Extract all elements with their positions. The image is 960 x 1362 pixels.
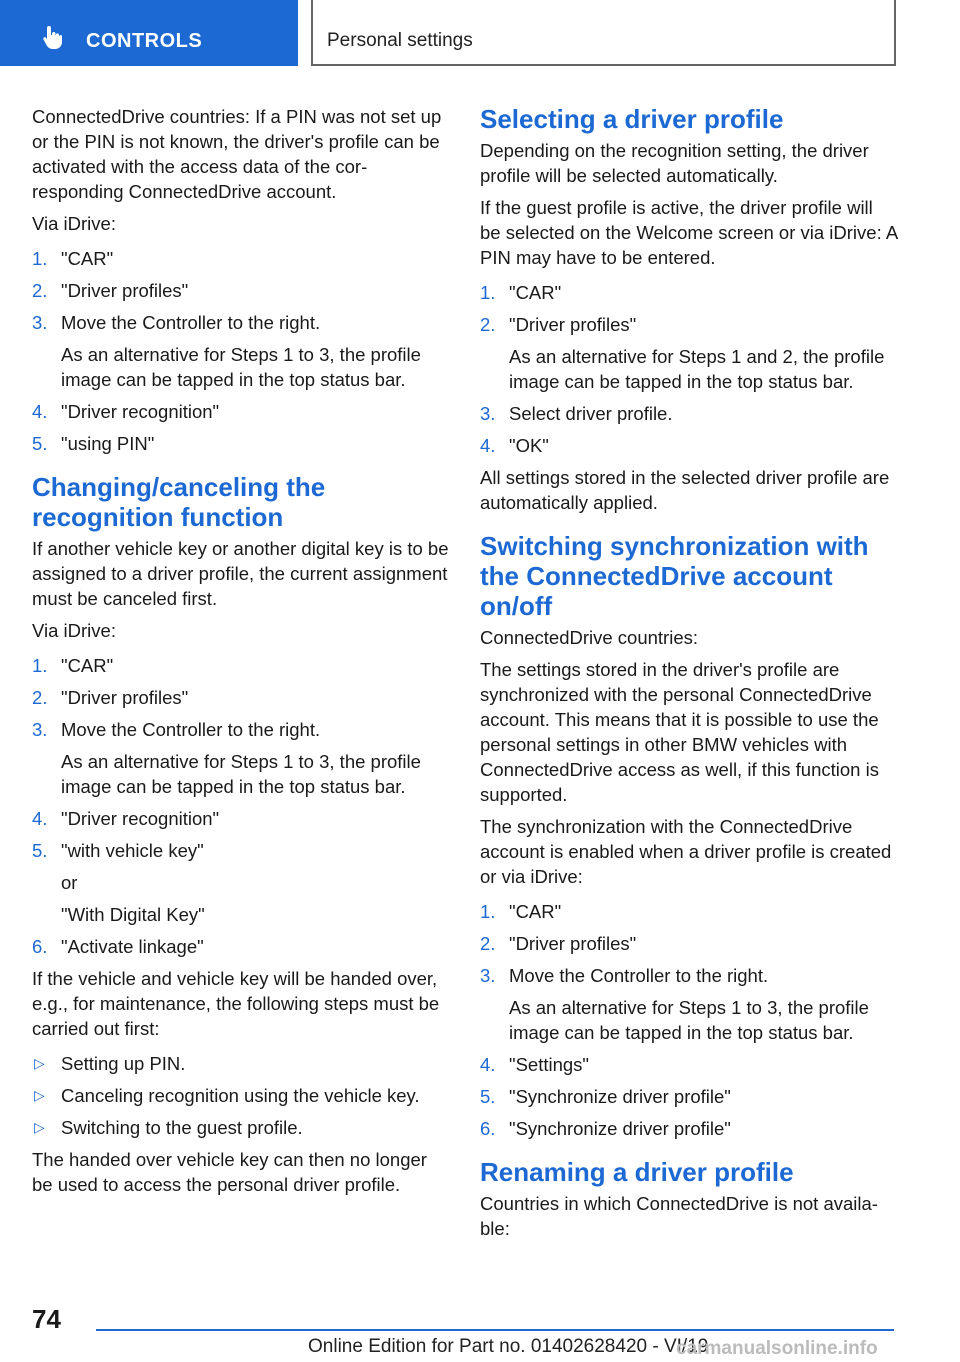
bullet-text: Switching to the guest profile. xyxy=(61,1117,303,1138)
hand-pointer-icon xyxy=(40,24,66,50)
step-number: 2. xyxy=(32,280,48,301)
paragraph: Depending on the recognition setting, the driver profile will be selected automatically. xyxy=(480,140,869,186)
step-text: "CAR" xyxy=(509,282,562,303)
left-column xyxy=(32,104,450,1204)
step-text: "with vehicle key" xyxy=(61,840,204,861)
step-number: 4. xyxy=(480,1054,496,1075)
list-item xyxy=(32,399,450,424)
chapter-label: Personal settings xyxy=(327,30,473,51)
intro-paragraph: ConnectedDrive countries: If a PIN was not set up or the PIN is not known, the driver's profile can be activated with the access data of the corresponding ConnectedDrive account. xyxy=(32,106,442,202)
list-item xyxy=(32,431,450,456)
step-text: "Driver profiles" xyxy=(61,687,189,708)
triangle-bullet-icon: ▷ xyxy=(34,1119,45,1135)
section-label: CONTROLS xyxy=(86,30,203,52)
list-item xyxy=(480,1052,898,1077)
step-text: "Synchronize driver profile" xyxy=(509,1118,731,1139)
step-note: As an alternative for Steps 1 to 3, the profile image can be tapped in the top status bar. xyxy=(509,997,869,1043)
step-number: 4. xyxy=(32,401,48,422)
step-number: 3. xyxy=(480,403,496,424)
step-text: "OK" xyxy=(509,435,549,456)
step-text: "Driver recognition" xyxy=(61,401,220,422)
list-item xyxy=(480,1116,898,1141)
step-text: "Settings" xyxy=(509,1054,589,1075)
step-number: 1. xyxy=(32,655,48,676)
list-item xyxy=(480,433,898,458)
paragraph: The synchronization with the ConnectedDrive account is enabled when a driver profile is created or via iDrive: xyxy=(480,816,892,887)
step-note: As an alternative for Steps 1 to 3, the profile image can be tapped in the top status bar. xyxy=(61,751,421,797)
footer-divider xyxy=(96,1329,894,1331)
step-number: 4. xyxy=(480,435,496,456)
step-number: 6. xyxy=(32,936,48,957)
steps-list xyxy=(32,246,450,456)
step-number: 3. xyxy=(32,719,48,740)
list-item xyxy=(32,1115,450,1140)
bullet-list xyxy=(32,1051,450,1140)
step-number: 1. xyxy=(480,282,496,303)
paragraph: ConnectedDrive countries: xyxy=(480,627,698,648)
edition-note: Online Edition for Part no. 01402628420 - VI/19 xyxy=(308,1336,709,1357)
step-text: Move the Controller to the right. xyxy=(509,965,769,986)
list-item xyxy=(32,1083,450,1108)
list-item xyxy=(32,685,450,710)
step-note: "With Digital Key" xyxy=(61,904,205,925)
list-item xyxy=(32,310,450,392)
bullet-text: Setting up PIN. xyxy=(61,1053,186,1074)
step-number: 4. xyxy=(32,808,48,829)
step-note: or xyxy=(61,872,78,893)
step-text: "CAR" xyxy=(61,248,114,269)
section-heading: Selecting a driver profile xyxy=(480,104,784,134)
list-item xyxy=(480,280,898,305)
page-number: 74 xyxy=(32,1304,61,1334)
step-number: 3. xyxy=(32,312,48,333)
steps-list xyxy=(32,653,450,959)
step-text: "using PIN" xyxy=(61,433,155,454)
watermark: carmanualsonline.info xyxy=(676,1338,878,1359)
step-number: 2. xyxy=(32,687,48,708)
list-item xyxy=(32,1051,450,1076)
step-note: As an alternative for Steps 1 and 2, the profile image can be tapped in the top status bar. xyxy=(509,346,885,392)
steps-list xyxy=(480,899,898,1141)
step-text: "Driver profiles" xyxy=(509,933,637,954)
list-item xyxy=(32,653,450,678)
step-number: 5. xyxy=(32,433,48,454)
step-text: "Synchronize driver profile" xyxy=(509,1086,731,1107)
step-text: Move the Controller to the right. xyxy=(61,719,321,740)
list-item xyxy=(480,931,898,956)
step-text: "CAR" xyxy=(509,901,562,922)
via-idrive-label: Via iDrive: xyxy=(32,620,116,641)
section-heading: Changing/canceling the recognition function xyxy=(32,472,326,532)
step-text: Select driver profile. xyxy=(509,403,673,424)
right-column xyxy=(480,104,898,1248)
paragraph: If the guest profile is active, the driver profile will be selected on the Welcome screen or via iDrive: A PIN may have to be entered. xyxy=(480,197,898,268)
page-header xyxy=(0,0,960,66)
step-number: 6. xyxy=(480,1118,496,1139)
via-idrive-label: Via iDrive: xyxy=(32,213,116,234)
step-number: 1. xyxy=(32,248,48,269)
step-text: "CAR" xyxy=(61,655,114,676)
section-tab-controls xyxy=(0,0,298,66)
list-item xyxy=(32,838,450,927)
section-heading: Switching synchronization with the ConnectedDrive account on/off xyxy=(480,531,869,621)
list-item xyxy=(32,934,450,959)
step-number: 2. xyxy=(480,933,496,954)
step-number: 2. xyxy=(480,314,496,335)
section-heading: Renaming a driver profile xyxy=(480,1157,794,1187)
step-number: 5. xyxy=(32,840,48,861)
paragraph: If another vehicle key or another digital key is to be assigned to a driver profile, the current assignment must be canceled first. xyxy=(32,538,449,609)
paragraph: The settings stored in the driver's profile are synchronized with the personal ConnectedDrive account. This means that it is possible to use the personal settings in other BMW vehicles with ConnectedDrive access as well, if this function is supported. xyxy=(480,659,879,805)
triangle-bullet-icon: ▷ xyxy=(34,1055,45,1071)
paragraph: The handed over vehicle key can then no longer be used to access the personal driver profile. xyxy=(32,1149,427,1195)
chapter-tab xyxy=(311,0,896,66)
list-item xyxy=(32,806,450,831)
paragraph: Countries in which ConnectedDrive is not available: xyxy=(480,1193,878,1239)
step-number: 1. xyxy=(480,901,496,922)
list-item xyxy=(32,246,450,271)
list-item xyxy=(480,963,898,1045)
step-text: "Driver recognition" xyxy=(61,808,220,829)
triangle-bullet-icon: ▷ xyxy=(34,1087,45,1103)
list-item xyxy=(480,1084,898,1109)
list-item xyxy=(32,717,450,799)
paragraph: All settings stored in the selected driver profile are automatically applied. xyxy=(480,467,890,513)
step-number: 3. xyxy=(480,965,496,986)
list-item xyxy=(480,899,898,924)
step-text: "Driver profiles" xyxy=(61,280,189,301)
paragraph: If the vehicle and vehicle key will be handed over, e.g., for maintenance, the following steps must be carried out first: xyxy=(32,968,440,1039)
step-note: As an alternative for Steps 1 to 3, the profile image can be tapped in the top status bar. xyxy=(61,344,421,390)
list-item xyxy=(480,401,898,426)
steps-list xyxy=(480,280,898,458)
list-item xyxy=(32,278,450,303)
step-number: 5. xyxy=(480,1086,496,1107)
step-text: "Driver profiles" xyxy=(509,314,637,335)
list-item xyxy=(480,312,898,394)
bullet-text: Canceling recognition using the vehicle key. xyxy=(61,1085,420,1106)
step-text: Move the Controller to the right. xyxy=(61,312,321,333)
step-text: "Activate linkage" xyxy=(61,936,204,957)
